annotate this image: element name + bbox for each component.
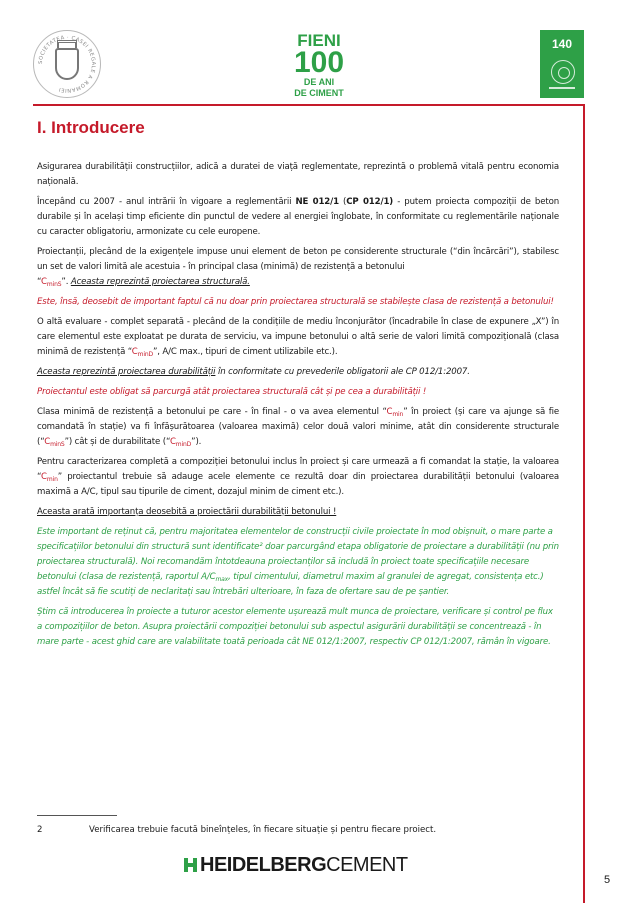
- heidelbergcement-mark-icon: [184, 856, 198, 874]
- footnote-number: 2: [37, 825, 43, 835]
- brand-bold: HEIDELBERG: [200, 854, 327, 876]
- footnote: [37, 825, 436, 835]
- logo-line-de-ciment: DE CIMENT: [294, 88, 344, 98]
- footnote-separator: [37, 815, 117, 816]
- heidelbergcement-logo: [184, 852, 408, 878]
- paragraph-2: Începând cu 2007 - anul intrării în vigoare a reglementării NE 012/1 (CP 012/1) - putem proiecta compoziții de beton durabile și în același timp eficiente din punctul de vedere al energiei înglobate, în conformitate cu reglementările naționale cu caracter obligatoriu, armonizate cu cele europene.: [37, 197, 560, 237]
- page-edge-rule: [583, 104, 585, 903]
- tab-number: 140: [551, 37, 573, 51]
- paragraph-10: Aceasta arată importanța deosebită a proiectării durabilității betonului !: [37, 507, 337, 517]
- page-number: 5: [604, 874, 611, 886]
- paragraph-9: Pentru caracterizarea completă a compoziției betonului inclus în proiect și care urmează a fi comandat la stație, la valoarea “$C_{min}$” proiectantul trebuie să adauge acele elemente ce rezultă doar din proiectarea durabilității betonului (valoarea maximă a A/C, tipul sau tipurile de ciment, dozajul minim de ciment etc.).: [37, 457, 559, 497]
- logo-line-de-ani: DE ANI: [303, 77, 335, 87]
- paragraph-4: Este, însă, deosebit de important faptul că nu doar prin proiectarea structurală se stabilește clasa de rezistență a betonului!: [37, 297, 554, 307]
- fieni-anniversary-logo: [282, 32, 356, 98]
- crest-icon: [55, 48, 79, 80]
- anniversary-tab: [540, 30, 584, 98]
- paragraph-1: Asigurarea durabilității construcțiilor, adică a duratei de viață reglementate, reprezintă o problemă vitală pentru economia națională.: [37, 162, 559, 187]
- paragraph-11: Este important de reținut că, pentru majoritatea elementelor de construcții civile proiectate în mod obișnuit, o mare parte a specificațiilor betonului din structură sunt identificate² doar parcurgând etapa obligatorie de proiectare a durabilității (nu prin proiectarea structurală). Noi recomandăm întotdeauna proiectanților să includă în proiect toate specificațiile necesare betonului (clasa de rezistență, raportul $A/C_{max}$, tipul cimentului, diametrul maxim al granulei de agregat, consistența etc.) astfel încât să fie scutiți de neclaritați sau întrebări ulterioare, în faza de ofertare sau de pe șantier.: [37, 527, 559, 597]
- emblem-icon: [551, 60, 575, 84]
- tab-caption-line: [549, 87, 575, 89]
- paragraph-5: O altă evaluare - complet separată - plecând de la condițiile de mediu înconjurător (încadrabile în clase de expunere „X”) în care elementul este exploatat pe durata de serviciu, va impune betonului o altă serie de valori limită compozițională (clasa minimă de rezistență “$C_{minD}$”, A/C max., tipuri de ciment utilizabile etc.).: [37, 317, 559, 358]
- royal-house-seal: [33, 30, 101, 98]
- brand-light: CEMENT: [326, 854, 408, 876]
- paragraph-12: Știm că introducerea în proiecte a tuturor acestor elemente ușurează mult munca de proiectare, verificare și control pe flux a compozițiilor de beton. Asupra proiectării compoziției betonului sub aspectul asigurării durabilității se concentrează - în mare parte - acest ghid care are valabilitate toată perioada cât NE 012/1:2007, respectiv CP 012/1:2007, rămân în vigoare.: [37, 607, 553, 647]
- paragraph-6: Aceasta reprezintă proiectarea durabilității în conformitate cu prevederile obligatorii ale CP 012/1:2007.: [37, 367, 470, 377]
- norm-cp-012: CP 012/1): [346, 197, 394, 207]
- footnote-text: Verificarea trebuie facută bineînțeles, în fiecare situație și pentru fiecare proiect.: [89, 825, 437, 835]
- paragraph-8: Clasa minimă de rezistență a betonului pe care - în final - o va avea elementul “$C_{min}$” în proiect (și care va ajunge să fie comandată în stație) va fi înfășurătoarea (valoarea maximă) celor două valori minime, atât din considerente structurale $(“C_{minS}”)$ cât și de durabilitate $(“C_{minD}”)$.: [37, 407, 559, 448]
- norm-ne-012: NE 012/1: [295, 197, 339, 207]
- logo-line-100: 100: [293, 46, 345, 79]
- paragraph-3: Proiectanții, plecând de la exigențele impuse unui element de beton pe considerente structurale (“din încărcări”), stabilesc un set de valori limită ale acestuia - în principal clasa (minimă) de rezistență a betonului “$C_{minS}$”. Aceasta reprezintă proiectarea structurală.: [37, 247, 559, 288]
- seal-ring-text: SOCIETATEA · CASEI REGALE A ROMANIEI: [37, 34, 97, 94]
- header-rule: [33, 104, 584, 106]
- structural-design-statement: Aceasta reprezintă proiectarea structurală.: [70, 277, 250, 287]
- paragraph-7: Proiectantul este obligat să parcurgă atât proiectarea structurală cât și pe cea a durabilității !: [37, 387, 427, 397]
- logo-line-fieni: FIENI: [297, 31, 341, 50]
- document-body: [37, 160, 559, 655]
- section-title: I. Introducere: [37, 118, 145, 137]
- durability-design-statement: Aceasta reprezintă proiectarea durabilității: [37, 367, 216, 377]
- crown-icon: [57, 40, 77, 48]
